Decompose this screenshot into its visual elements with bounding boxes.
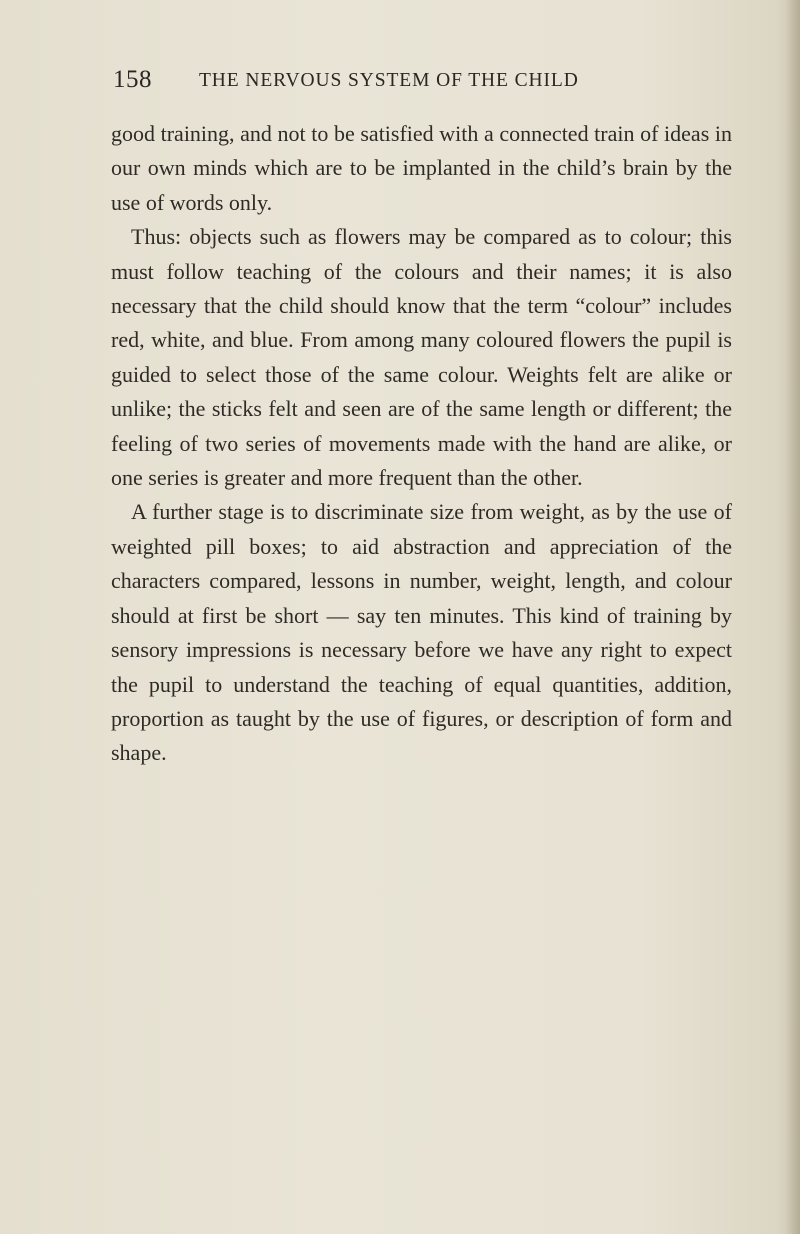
paragraph-2: Thus: objects such as flowers may be compared as to colour; this must follow teaching of the colours and their names; it is also necessary that the child should know that the term “colour” includes red, white, and blue. From among many coloured flowers the pupil is guided to select those of the same colour. Weights felt are alike or unlike; the sticks felt and seen are of the same length or different; the feeling of two series of movements made with the hand are alike, or one series is greater and more frequent than the other. [111, 224, 732, 491]
body-text [111, 117, 732, 771]
running-head [113, 66, 713, 106]
paragraph-1: good training, and not to be satisfied with a connected train of ideas in our own minds which are to be implanted in the child’s brain by the use of words only. [111, 121, 732, 215]
running-head-title: THE NERVOUS SYSTEM OF THE CHILD [199, 70, 579, 91]
page-number: 158 [113, 66, 152, 93]
paragraph-3: A further stage is to discriminate size from weight, as by the use of weighted pill boxes; to aid abstraction and appreciation of the characters compared, lessons in number, weight, length, and colour should at first be short — say ten minutes. This kind of training by sensory impressions is necessary before we have any right to expect the pupil to understand the teaching of equal quantities, addition, proportion as taught by the use of figures, or description of form and shape. [111, 499, 732, 766]
page-edge-shadow [786, 0, 800, 1234]
